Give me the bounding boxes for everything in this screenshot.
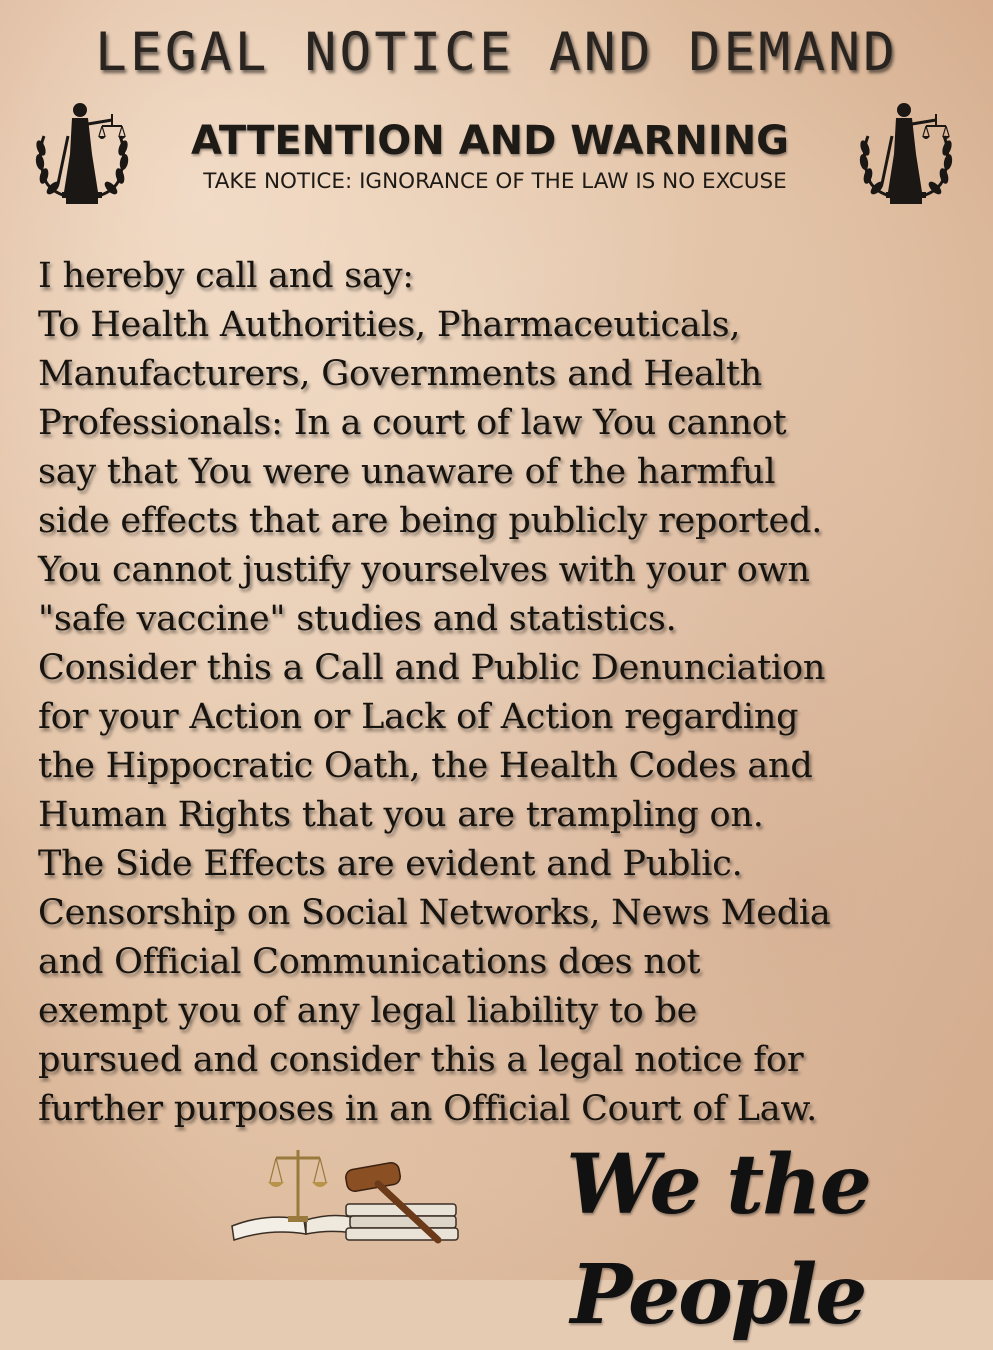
body-line: Manufacturers, Governments and Health: [38, 354, 763, 394]
warning-heading: ATTENTION AND WARNING: [190, 118, 790, 164]
body-line: further purposes in an Official Court of Law.: [38, 1089, 817, 1129]
body-line: Censorship on Social Networks, News Media: [38, 893, 831, 933]
we-the-people-signature: We the People: [566, 1137, 870, 1343]
warning-subheading: TAKE NOTICE: IGNORANCE OF THE LAW IS NO EXCUSE: [203, 169, 787, 194]
body-line: side effects that are being publicly reported.: [38, 501, 823, 541]
body-line: Consider this a Call and Public Denunciation: [38, 648, 826, 688]
body-line: I hereby call and say:: [38, 256, 414, 296]
body-line: pursued and consider this a legal notice for: [38, 1040, 804, 1080]
body-line: and Official Communications dœs not: [38, 942, 701, 982]
body-line: the Hippocratic Oath, the Health Codes and: [38, 746, 813, 786]
body-line: Human Rights that you are trampling on.: [38, 795, 764, 835]
body-line: exempt you of any legal liability to be: [38, 991, 698, 1031]
body-line: The Side Effects are evident and Public.: [38, 844, 743, 884]
notice-body: [38, 252, 983, 1134]
lady-justice-icon: [32, 96, 132, 208]
body-line: for your Action or Lack of Action regarding: [38, 697, 799, 737]
notice-title: LEGAL NOTICE AND DEMAND: [95, 22, 898, 83]
body-line: Professionals: In a court of law You cannot: [38, 403, 787, 443]
body-line: To Health Authorities, Pharmaceuticals,: [38, 305, 741, 345]
body-line: "safe vaccine" studies and statistics.: [38, 599, 677, 639]
scales-gavel-books-icon: [228, 1140, 468, 1248]
body-line: You cannot justify yourselves with your own: [38, 550, 810, 590]
body-line: say that You were unaware of the harmful: [38, 452, 776, 492]
lady-justice-icon: [856, 96, 956, 208]
